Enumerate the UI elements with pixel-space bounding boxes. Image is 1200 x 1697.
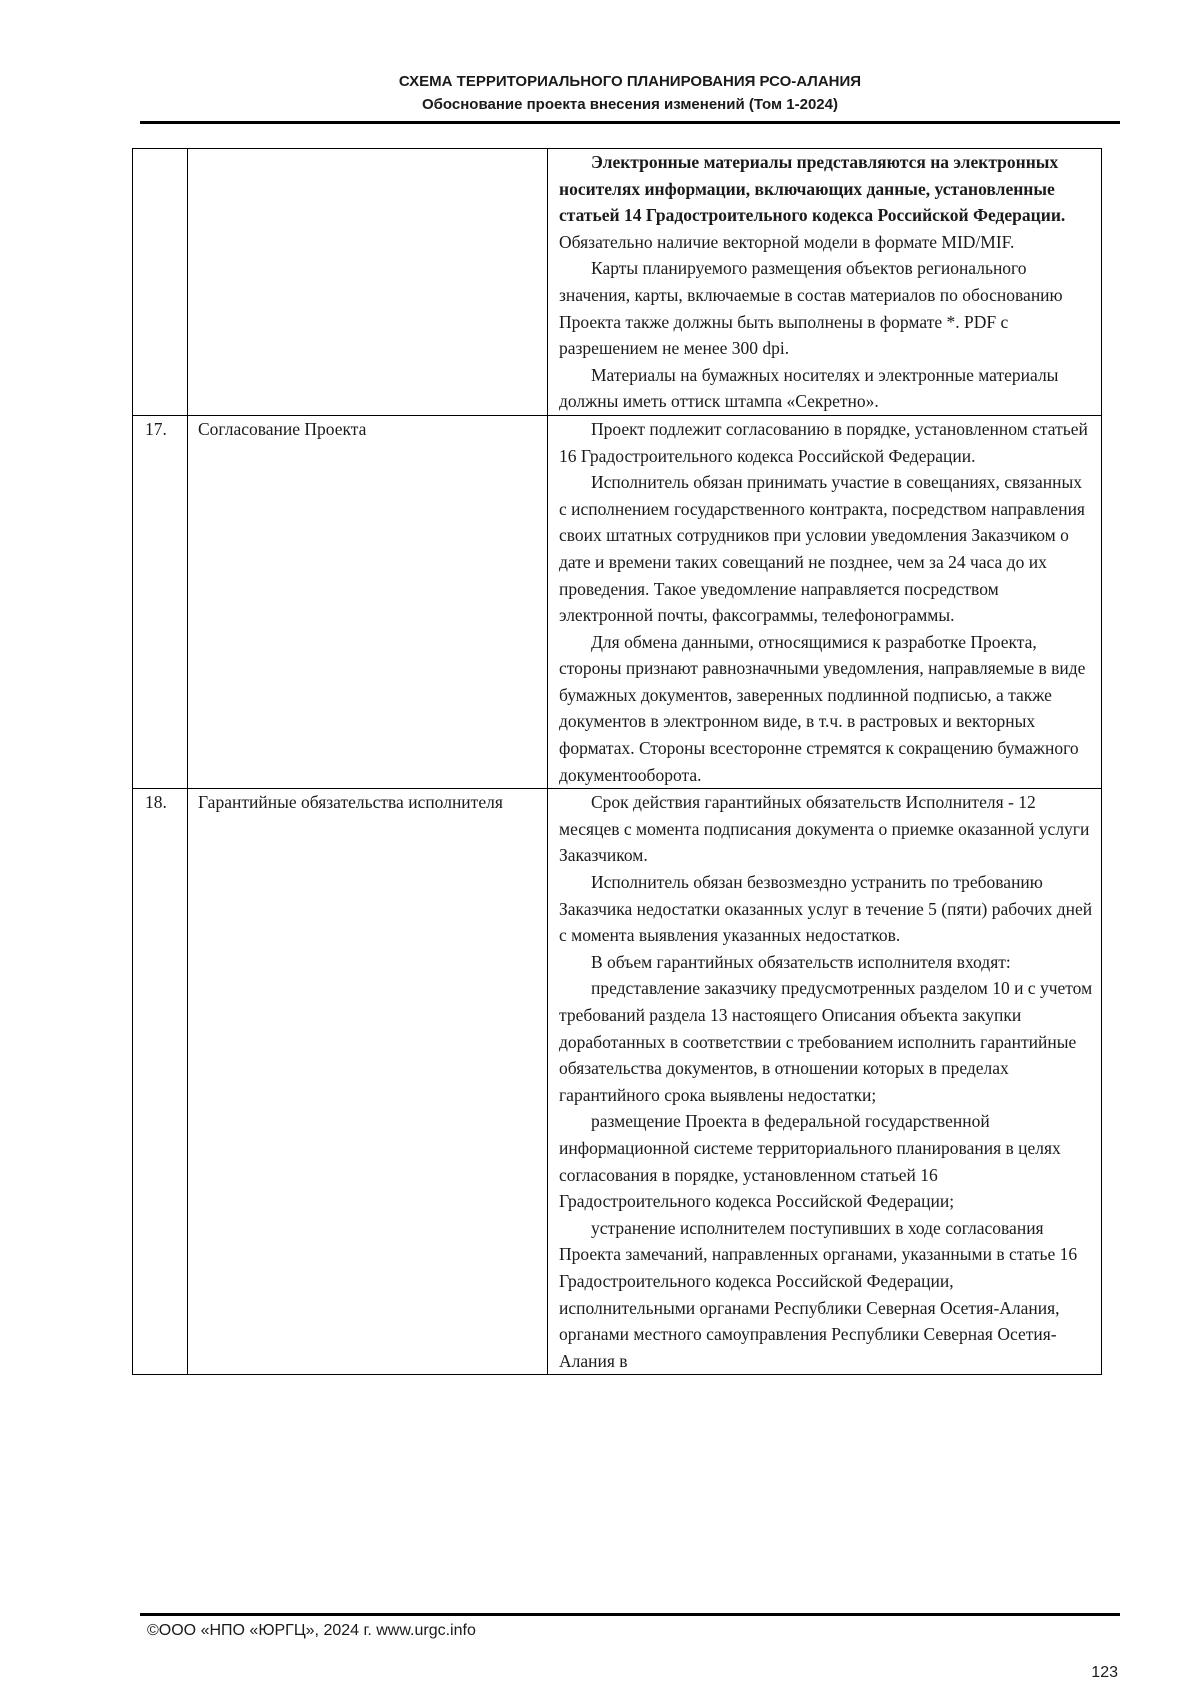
table-row bbox=[133, 149, 1102, 416]
paragraph: Исполнитель обязан безвозмездно устранить по требованию Заказчика недостатки оказанных услуг в течение 5 (пяти) рабочих дней с момента выявления указанных недостатков. bbox=[559, 872, 1093, 946]
paragraph: Материалы на бумажных носителях и электронные материалы должны иметь оттиск штампа «Секретно». bbox=[559, 364, 1059, 412]
row-number: 17. bbox=[133, 415, 188, 788]
footer-copyright: ©ООО «НПО «ЮРГЦ», 2024 г. www.urgc.info bbox=[147, 1622, 476, 1639]
paragraph: устранение исполнителем поступивших в ходе согласования Проекта замечаний, направленных органами, указанными в статье 16 Градостроительного кодекса Российской Федерации, исполнительными органами Республики Северная Осетия-Алания, органами местного самоуправления Республики Северная Осетия-Алания в bbox=[559, 1217, 1078, 1371]
table-row bbox=[133, 789, 1102, 1375]
paragraph-text: Обязательно наличие векторной модели в формате MID/MIF. bbox=[559, 231, 1015, 252]
row-description bbox=[548, 415, 1102, 788]
page-header bbox=[140, 70, 1120, 116]
row-title: Гарантийные обязательства исполнителя bbox=[188, 789, 548, 1375]
paragraph: В объем гарантийных обязательств исполнителя входят: bbox=[591, 951, 1011, 972]
paragraph: Срок действия гарантийных обязательств Исполнителя - 12 месяцев с момента подписания документа о приемке оказанной услуги Заказчиком. bbox=[559, 792, 1090, 866]
paragraph: представление заказчику предусмотренных разделом 10 и с учетом требований раздела 13 настоящего Описания объекта закупки доработанных в соответствии с требованием исполнить гарантийные обязательства документов, в отношении которых в пределах гарантийного срока выявлены недостатки; bbox=[559, 978, 1093, 1105]
table-row bbox=[133, 415, 1102, 788]
paragraph: размещение Проекта в федеральной государственной информационной системе территориального планирования в целях согласования в порядке, установленном статьей 16 Градостроительного кодекса Российской Федерации; bbox=[559, 1111, 1061, 1212]
footer-divider bbox=[140, 1613, 1120, 1616]
bold-text: Электронные материалы представляются на электронных носителях информации, включающих данные, установленные статьей 14 Градостроительного кодекса Российской Федерации. bbox=[559, 152, 1066, 226]
row-title bbox=[188, 149, 548, 416]
row-description bbox=[548, 789, 1102, 1375]
paragraph: Для обмена данными, относящимися к разработке Проекта, стороны признают равнозначными уведомления, направляемые в виде бумажных документов, заверенных подлинной подписью, а также документов в электронном виде, в т.ч. в растровых и векторных форматах. Стороны всесторонне стремятся к сокращению бумажного документооборота. bbox=[559, 631, 1086, 785]
paragraph: Исполнитель обязан принимать участие в совещаниях, связанных с исполнением государственного контракта, посредством направления своих штатных сотрудников при условии уведомления Заказчиком о дате и времени таких совещаний не позднее, чем за 24 часа до их проведения. Такое уведомление направляется посредством электронной почты, факсограммы, телефонограммы. bbox=[559, 472, 1085, 626]
row-description bbox=[548, 149, 1102, 416]
header-divider bbox=[140, 121, 1120, 124]
requirements-table bbox=[132, 148, 1102, 1375]
header-title: СХЕМА ТЕРРИТОРИАЛЬНОГО ПЛАНИРОВАНИЯ РСО-АЛАНИЯ bbox=[398, 73, 862, 90]
paragraph: Карты планируемого размещения объектов регионального значения, карты, включаемые в состав материалов по обоснованию Проекта также должны быть выполнены в формате *. PDF с разрешением не менее 300 dpi. bbox=[559, 258, 1063, 359]
page-number: 123 bbox=[1091, 1664, 1118, 1681]
paragraph: Проект подлежит согласованию в порядке, установленном статьей 16 Градостроительного кодекса Российской Федерации. bbox=[559, 418, 1088, 466]
row-number: 18. bbox=[133, 789, 188, 1375]
header-subtitle: Обоснование проекта внесения изменений (Том 1-2024) bbox=[422, 96, 838, 113]
row-number bbox=[133, 149, 188, 416]
paragraph bbox=[559, 149, 1093, 255]
row-title: Согласование Проекта bbox=[188, 415, 548, 788]
